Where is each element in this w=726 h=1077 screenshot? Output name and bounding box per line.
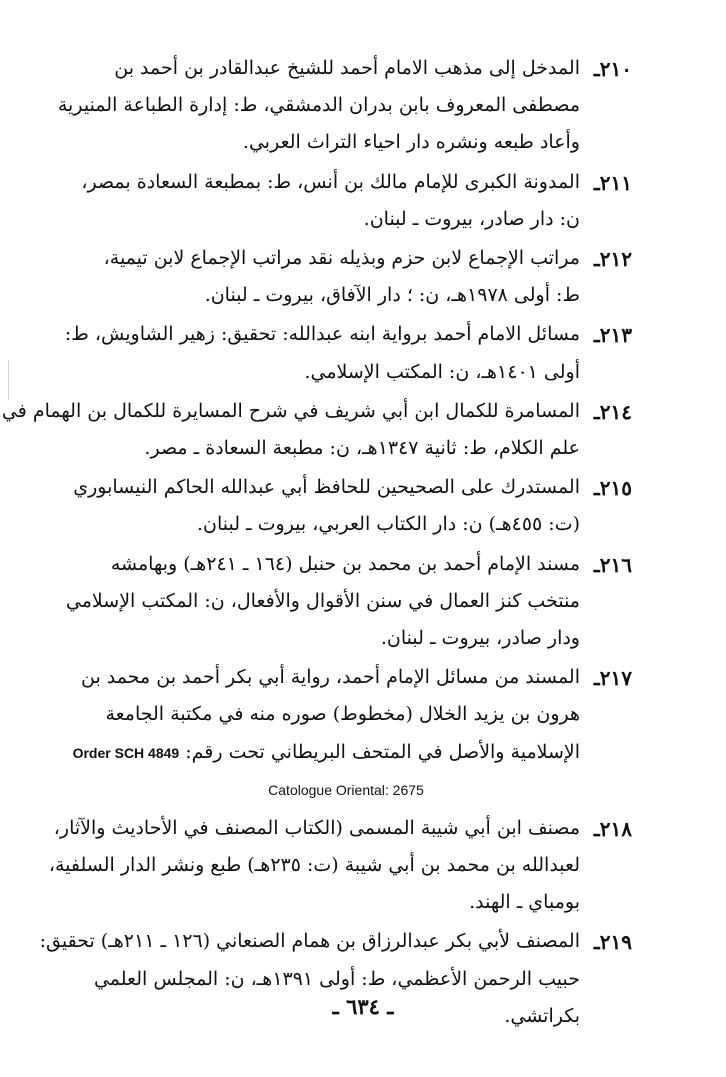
entry-line: المصنف لأبي بكر عبدالرزاق بن همام الصنعاني (١٢٦ ـ ٢١١هـ) تحقيق: bbox=[39, 930, 580, 953]
entry-line: مصنف ابن أبي شيبة المسمى (الكتاب المصنف في الأحاديث والآثار، bbox=[53, 816, 580, 839]
entry-line: مسند الإمام أحمد بن محمد بن حنبل (١٦٤ ـ ٢٤١هـ) وبهامشه bbox=[110, 552, 580, 575]
entry-number: ٢١٠ـ bbox=[593, 57, 632, 81]
entry-line: أولى ١٤٠١هـ، ن: المكتب الإسلامي. bbox=[304, 360, 580, 383]
bibliography-entry-217 bbox=[72, 659, 632, 808]
entry-line: ودار صادر، بيروت ـ لبنان. bbox=[380, 627, 580, 650]
bibliography-entry-213 bbox=[64, 316, 632, 390]
entry-line: حبيب الرحمن الأعظمي، ط: أولى ١٣٩١هـ، ن: المجلس العلمي bbox=[93, 967, 580, 990]
entry-line: مسائل الامام أحمد برواية ابنه عبدالله: تحقيق: زهير الشاويش، ط: bbox=[64, 323, 580, 346]
bibliography-entry-214 bbox=[1, 393, 632, 467]
entry-line: المسند من مسائل الإمام أحمد، رواية أبي بكر أحمد بن محمد بن bbox=[81, 666, 580, 689]
catalogue-reference: Catologue Oriental: 2675 bbox=[268, 781, 424, 798]
entry-line: علم الكلام، ط: ثانية ١٣٤٧هـ، ن: مطبعة السعادة ـ مصر. bbox=[144, 437, 580, 460]
entry-line: المدونة الكبرى للإمام مالك بن أنس، ط: بمطبعة السعادة بمصر، bbox=[81, 170, 580, 193]
entry-line: بكراتشي. bbox=[504, 1004, 580, 1027]
entry-line-with-reference bbox=[72, 734, 580, 772]
manuscript-order-number: Order SCH 4849 bbox=[72, 744, 180, 761]
entry-number: ٢١٦ـ bbox=[593, 552, 632, 577]
entry-line: منتخب كنز العمال في سنن الأقوال والأفعال، ن: المكتب الإسلامي bbox=[65, 589, 580, 612]
bibliography-entry-218 bbox=[48, 810, 632, 922]
entry-line-text: الإسلامية والأصل في المتحف البريطاني تحت رقم: bbox=[185, 740, 580, 763]
entry-number: ٢١٣ـ bbox=[593, 323, 632, 348]
entry-number: ٢١٤ـ bbox=[593, 399, 632, 424]
entry-line: ط: أولى ١٩٧٨هـ، ن: ؛ دار الآفاق، بيروت ـ لبنان. bbox=[204, 284, 580, 307]
entry-line: لعبدالله بن محمد بن أبي شيبة (ت: ٢٣٥هـ) طبع ونشر الدار السلفية، bbox=[48, 854, 580, 877]
bibliography-entry-212 bbox=[82, 240, 632, 314]
page-number: ـ ٦٣٤ ـ bbox=[332, 994, 394, 1019]
entry-number: ٢١٩ـ bbox=[593, 930, 632, 955]
entry-line: المدخل إلى مذهب الامام أحمد للشيخ عبدالقادر بن أحمد بن bbox=[114, 57, 580, 79]
entry-line: المستدرك على الصحيحين للحافظ أبي عبدالله الحاكم النيسابوري bbox=[73, 476, 580, 499]
bibliography-entry-216 bbox=[65, 546, 632, 658]
bibliography-entry-210 bbox=[57, 50, 632, 162]
entry-line: ن: دار صادر، بيروت ـ لبنان. bbox=[363, 207, 580, 230]
entry-number: ٢١٧ـ bbox=[593, 666, 632, 691]
bibliography-entry-211 bbox=[82, 164, 632, 238]
entry-line: مصطفى المعروف بابن بدران الدمشقي، ط: إدارة الطباعة المنيرية bbox=[57, 94, 580, 117]
entry-line: مراتب الإجماع لابن حزم وبذيله نقد مراتب الإجماع لابن تيمية، bbox=[103, 247, 580, 270]
bibliography-list bbox=[1, 50, 632, 1037]
entry-number: ٢١٨ـ bbox=[593, 816, 632, 841]
entry-number: ٢١٥ـ bbox=[593, 476, 632, 501]
entry-line: بومباي ـ الهند. bbox=[469, 891, 580, 914]
entry-number: ٢١٢ـ bbox=[593, 247, 632, 272]
entry-number: ٢١١ـ bbox=[593, 170, 632, 195]
entry-line: هرون بن يزيد الخلال (مخطوط) صوره منه في مكتبة الجامعة bbox=[105, 703, 580, 726]
entry-line: المسامرة للكمال ابن أبي شريف في شرح المسايرة للكمال بن الهمام في bbox=[1, 399, 580, 422]
entry-line: (ت: ٤٥٥هـ) ن: دار الكتاب العربي، بيروت ـ لبنان. bbox=[196, 513, 580, 536]
bibliography-entry-215 bbox=[73, 469, 632, 543]
entry-line: وأعاد طبعه ونشره دار احياء التراث العربي. bbox=[242, 131, 580, 154]
